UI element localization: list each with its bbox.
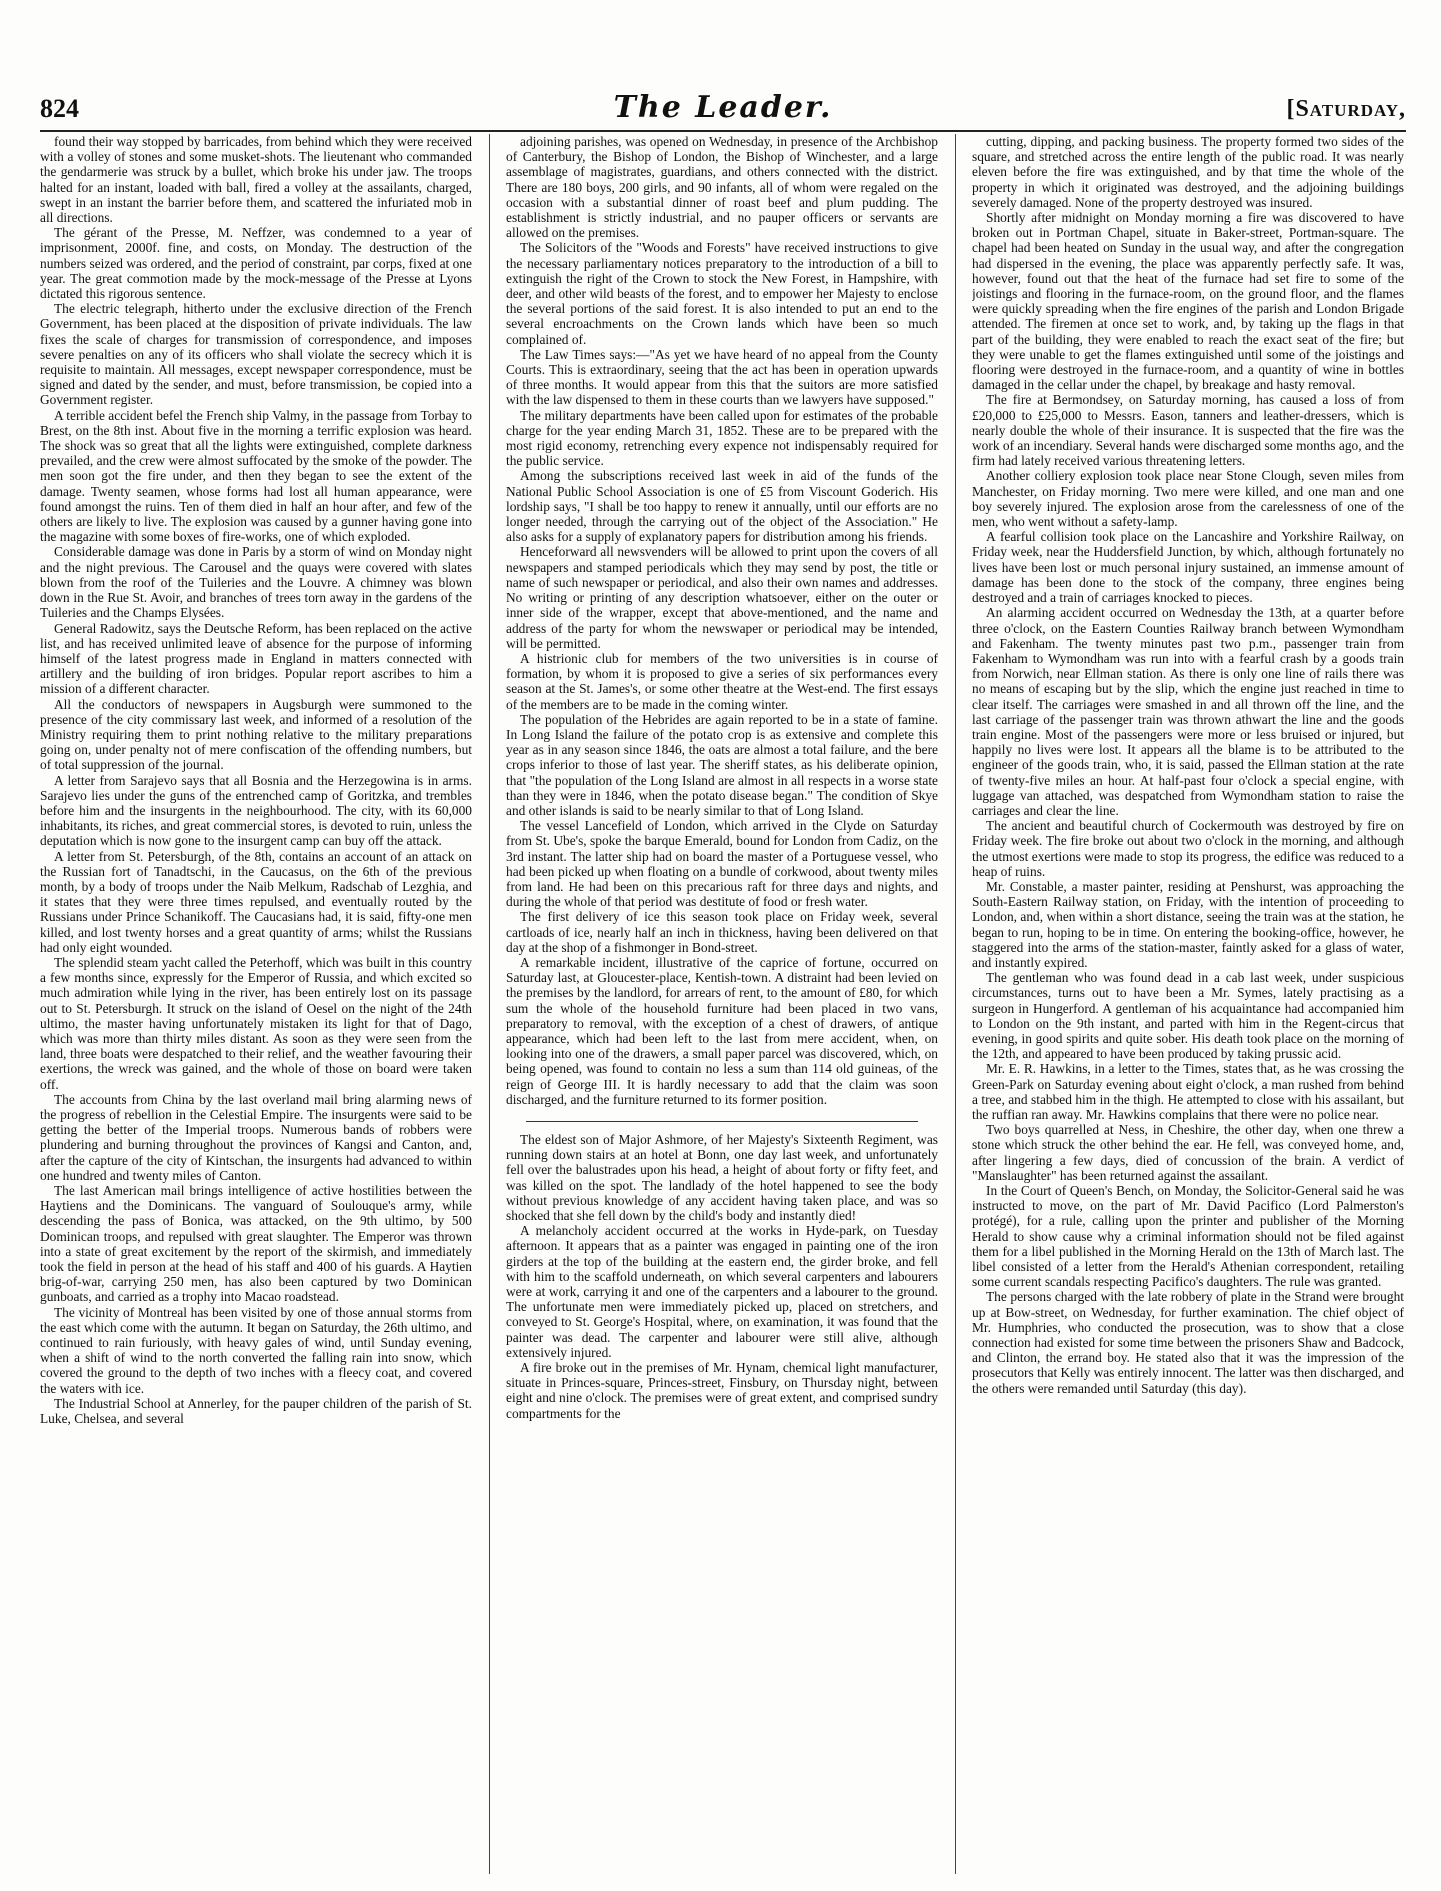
masthead-rule [40, 130, 1406, 132]
article-paragraph: Two boys quarrelled at Ness, in Cheshire, the other day, when one threw a stone which struck the other behind the ear. He fell, was conveyed home, and, after lingering a few days, died of concussion of the brain. A verdict of "Manslaughter" has been returned against the assailant. [972, 1122, 1404, 1183]
column-divider [955, 134, 956, 1874]
article-paragraph: Shortly after midnight on Monday morning a fire was discovered to have broken out in Portman Chapel, situate in Baker-street, Portman-square. The chapel had been heated on Sunday in the usual way, and after the congregation had dispersed in the evening, the place was apparently perfectly safe. It was, however, found out that the heat of the furnace had set fire to some of the joistings and flooring in the furnace-room, on the ground floor, and the flames were quickly spreading when the fire engines of the parish and London Brigade attended. The firemen at once set to work, and, by taking up the flags in that part of the building, they were enabled to reach the exact seat of the fire; but they were unable to get the flames extinguished until some of the joistings and flooring were destroyed in the furnace-room, and a quantity of wine in bottles damaged in the cellar under the chapel, by breakage and hasty removal. [972, 210, 1404, 393]
page-number: 824 [40, 94, 79, 123]
article-paragraph: The last American mail brings intelligence of active hostilities between the Haytiens and the Dominicans. The vanguard of Soulouque's army, while descending the pass of Bonica, was attacked, on the 9th ultimo, by 500 Dominican troops, and repulsed with great slaughter. The Emperor was thrown into a state of great excitement by the report of the skirmish, and immediately took the field in person at the head of his staff and 400 of his guards. A Haytien brig-of-war, carrying 250 men, has also been captured by two Dominican gunboats, and carried as a trophy into Macao roadstead. [40, 1183, 472, 1305]
article-paragraph: Mr. Constable, a master painter, residing at Penshurst, was approaching the South-Eastern Railway station, on Friday, with the intention of proceeding to London, and, when within a short distance, seeing the train was at the station, he began to run, hoping to be in time. On entering the booking-office, however, he staggered into the arms of the station-master, faintly asked for a glass of water, and instantly expired. [972, 878, 1404, 970]
column-3 [972, 134, 1404, 1874]
column-2 [506, 134, 938, 1874]
article-paragraph: A letter from Sarajevo says that all Bosnia and the Herzegowina is in arms. Sarajevo lies under the guns of the entrenched camp of Goritzka, and trembles before him and the insurgents in the neighbourhood. The city, with its 60,000 inhabitants, its riches, and great commercial stores, is devoted to ruin, unless the deputation which is now gone to the insurgent camp can buy off the attack. [40, 772, 472, 849]
article-paragraph: The gentleman who was found dead in a cab last week, under suspicious circumstances, turns out to have been a Mr. Symes, lately practising as a surgeon in Hungerford. A gentleman of his acquaintance had accompanied him to London on the 9th instant, and parted with him in the Regent-circus that evening, in good spirits and quite sober. His death took place on the morning of the 12th, and appeared to have been produced by taking prussic acid. [972, 970, 1404, 1062]
article-paragraph: A melancholy accident occurred at the works in Hyde-park, on Tuesday afternoon. It appears that as a painter was engaged in painting one of the iron girders at the top of the building at the eastern end, the girder broke, and fell with him to the scaffold underneath, on which several carpenters and labourers were at work, carrying it and one of the carpenters and a labourer to the ground. The unfortunate men were immediately picked up, placed on stretchers, and conveyed to St. George's Hospital, where, on examination, it was found that the painter was dead. The carpenter and labourer were still alive, although extensively injured. [506, 1223, 938, 1360]
article-paragraph: A letter from St. Petersburgh, of the 8th, contains an account of an attack on the Russian fort of Tanadtschi, in the Caucasus, on the 6th of the previous month, by a body of troops under the Naib Melkum, Radschab of Lezghia, and it states that they were three times repulsed, and eventually routed by the Russians under Prince Schanikoff. The Caucasians had, it is said, fifty-one men killed, and lost twenty horses and a great quantity of arms; whilst the Russians had only eight wounded. [40, 848, 472, 955]
column-1 [40, 134, 472, 1874]
article-paragraph: The military departments have been called upon for estimates of the probable charge for the year ending March 31, 1852. These are to be prepared with the most rigid economy, retrenching every expence not indispensably required for the public service. [506, 407, 938, 469]
article-paragraph: The Industrial School at Annerley, for the pauper children of the parish of St. Luke, Chelsea, and several [40, 1395, 472, 1427]
article-paragraph: The splendid steam yacht called the Peterhoff, which was built in this country a few months since, expressly for the Emperor of Russia, and which excited so much admiration while lying in the river, has been entirely lost on its passage out to St. Petersburgh. It struck on the island of Oesel on the night of the 24th ultimo, the master having unfortunately mistaken its light for that of Dago, which was more than thirty miles distant. As soon as they were seen from the land, three boats were despatched to their relief, and the weather favouring their exertions, the wreck was gained, and the whole of those on board were taken off. [40, 954, 472, 1092]
article-paragraph: adjoining parishes, was opened on Wednesday, in presence of the Archbishop of Canterbury, the Bishop of London, the Bishop of Winchester, and a large assemblage of magistrates, guardians, and others connected with the district. There are 180 boys, 200 girls, and 90 infants, all of whom were regaled on the occasion with a substantial dinner of roast beef and plum pudding. The establishment is strictly industrial, and no pauper officers or servants are allowed on the premises. [506, 134, 938, 241]
column-divider [489, 134, 490, 1874]
article-paragraph: The accounts from China by the last overland mail bring alarming news of the progress of rebellion in the Celestial Empire. The insurgents were said to be getting the better of the Imperial troops. Numerous bands of robbers were plundering and burning throughout the provinces of Kangsi and Canton, and, after the capture of the city of Kintschan, the insurgents had advanced to within one hundred and twenty miles of Canton. [40, 1091, 472, 1183]
article-paragraph: All the conductors of newspapers in Augsburgh were summoned to the presence of the city commissary last week, and informed of a resolution of the Ministry requiring them to print nothing relative to the military preparations going on, under penalty not of mere confiscation of the offending numbers, but of total suppression of the journal. [40, 696, 472, 773]
issue-day: [Saturday, [1286, 96, 1406, 122]
section-divider [526, 1121, 918, 1122]
article-paragraph: The fire at Bermondsey, on Saturday morning, has caused a loss of from £20,000 to £25,000 to Messrs. Eason, tanners and leather-dressers, which is nearly double the whole of their insurance. It is suspected that the fire was the work of an incendiary. Several hands were discharged some months ago, and the firm had lately received various threatening letters. [972, 392, 1404, 469]
article-paragraph: General Radowitz, says the Deutsche Reform, has been replaced on the active list, and has received unlimited leave of absence for the purpose of informing himself of the latest progress made in England in matters connected with artillery and the building of iron bridges. Popular report ascribes to him a mission of a different character. [40, 620, 472, 697]
article-paragraph: The electric telegraph, hitherto under the exclusive direction of the French Government, has been placed at the disposition of private individuals. The law fixes the scale of charges for transmission of correspondence, and imposes severe penalties on any of its officers who shall violate the secrecy which it is requisite to maintain. All messages, except newspaper correspondence, must be signed and dated by the sender, and must, before transmission, be copied into a Government register. [40, 301, 472, 408]
article-paragraph: The first delivery of ice this season took place on Friday week, several cartloads of ice, nearly half an inch in thickness, having been delivered on that day at the shop of a fishmonger in Bond-street. [506, 909, 938, 955]
article-paragraph: The vessel Lancefield of London, which arrived in the Clyde on Saturday from St. Ube's, spoke the barque Emerald, bound for London from Cadiz, on the 3rd instant. The latter ship had on board the master of a Portuguese vessel, who had been picked up when floating on a bundle of corkwood, about twenty miles from land. He had been on this precarious raft for three days and nights, and during the whole of that period was destitute of food or fresh water. [506, 818, 938, 910]
article-paragraph: Another colliery explosion took place near Stone Clough, seven miles from Manchester, on Friday morning. Two mere were killed, and one man and one boy severely injured. The explosion arose from the carelessness of one of the men, who went without a safety-lamp. [972, 468, 1404, 530]
article-paragraph: A histrionic club for members of the two universities is in course of formation, by whom it is proposed to give a series of six performances every season at the St. James's, or some other theatre at the West-end. The first essays of the members are to be made in the coming winter. [506, 650, 938, 712]
article-paragraph: Among the subscriptions received last week in aid of the funds of the National Public School Association is one of £5 from Viscount Goderich. His lordship says, "I shall be too happy to renew it annually, until our efforts are no longer needed, through the carrying out of the object of the Association." He also asks for a supply of explanatory papers for distribution among his friends. [506, 468, 938, 545]
article-paragraph: The population of the Hebrides are again reported to be in a state of famine. In Long Island the failure of the potato crop is as extensive and complete this year as in any season since 1846, the oats are almost a total failure, and the bere crops inferior to those of last year. The sheriff states, as his deliberate opinion, that "the population of the Long Island are almost in all respects in a worse state than they were in 1846, when the potato disease began." The condition of Skye and other islands is said to be nearly similar to that of Long Island. [506, 711, 938, 818]
article-paragraph: A fearful collision took place on the Lancashire and Yorkshire Railway, on Friday week, near the Huddersfield Junction, by which, although fortunately no lives have been lost or much personal injury sustained, an immense amount of damage has been done to the stock of the company, three engines being destroyed and a train of carriages knocked to pieces. [972, 529, 1404, 606]
article-paragraph: Mr. E. R. Hawkins, in a letter to the Times, states that, as he was crossing the Green-Park on Saturday evening about eight o'clock, a man rushed from behind a tree, and stabbed him in the thigh. He attempted to close with his assailant, but the ruffian ran away. Mr. Hawkins complains that there were no police near. [972, 1061, 1404, 1122]
article-paragraph: The persons charged with the late robbery of plate in the Strand were brought up at Bow-street, on Wednesday, for further examination. The chief object of Mr. Humphries, who conducted the prosecution, was to show that a close connection had existed for some time between the prisoners Shaw and Badcock, and Clinton, the errand boy. He stated also that it was the impression of the prosecutors that Kelly was entirely innocent. The latter was then discharged, and the others were remanded until Saturday (this day). [972, 1289, 1404, 1396]
article-paragraph: found their way stopped by barricades, from behind which they were received with a volley of stones and some musket-shots. The lieutenant who commanded the gendarmerie was struck by a bullet, which broke his under jaw. The troops halted for an instant, loaded with ball, fired a volley at the assailants, charged, swept in an instant the barrier before them, and scattered the infuriated mob in all directions. [40, 134, 472, 226]
article-paragraph: Henceforward all newsvenders will be allowed to print upon the covers of all newspapers and stamped periodicals which they may send by post, the title or name of such newspaper or periodical, and also their own names and addresses. No writing or printing of any description whatsoever, either on the outer or inner side of the wrapper, except that above-mentioned, and the name and address of the party for whom the newswaper or periodical may be intended, will be permitted. [506, 544, 938, 651]
article-paragraph: A terrible accident befel the French ship Valmy, in the passage from Torbay to Brest, on the 8th inst. About five in the morning a terrific explosion was heard. The shock was so great that all the lights were extinguished, complete darkness prevailed, and the crew were almost suffocated by the smoke of the powder. The men soon got the fire under, and then they began to see the extent of the damage. Twenty seamen, whose forms had lost all human appearance, were found amongst the ruins. Ten of them died in half an hour after, and few of the others are likely to live. The explosion was caused by a gunner having gone into the magazine with some boxes of fire-works, one of which exploded. [40, 407, 472, 545]
article-paragraph: cutting, dipping, and packing business. The property formed two sides of the square, and stretched across the entire length of the public road. It was nearly eleven before the fire was extinguished, and by that time the whole of the property in which it originated was destroyed, and the adjoining buildings severely damaged. None of the property destroyed was insured. [972, 134, 1404, 210]
article-paragraph: The gérant of the Presse, M. Neffzer, was condemned to a year of imprisonment, 2000f. fine, and costs, on Monday. The destruction of the numbers seized was ordered, and the period of constraint, par corps, fixed at one year. The great commotion made by the mock-message of the Presse at Lyons dictated this rigorous sentence. [40, 225, 472, 302]
article-paragraph: The ancient and beautiful church of Cockermouth was destroyed by fire on Friday week. The fire broke out about two o'clock in the morning, and although the utmost exertions were made to stop its progress, the edifice was reduced to a heap of ruins. [972, 818, 1404, 879]
newspaper-title: The Leader. [613, 90, 833, 125]
article-paragraph: In the Court of Queen's Bench, on Monday, the Solicitor-General said he was instructed to move, on the part of Mr. David Pacifico (Lord Palmerston's protégé), for a rule, calling upon the printer and publisher of the Morning Herald to show cause why a criminal information should not be filed against them for a libel published in the Morning Herald on the 13th of March last. The libel consisted of a letter from the Herald's Athenian correspondent, retailing some current scandals respecting Pacifico's daughters. The rule was granted. [972, 1183, 1404, 1290]
article-paragraph: A remarkable incident, illustrative of the caprice of fortune, occurred on Saturday last, at Gloucester-place, Kentish-town. A distraint had been levied on the premises by the landlord, for arrears of rent, to the amount of £80, for which sum the whole of the household furniture had been placed in two vans, preparatory to removal, with the exception of a chest of drawers, of antique appearance, which had been left to the last from mere accident, when, on looking into one of the drawers, a small paper parcel was discovered, which, on being opened, was found to contain no less a sum than 114 old guineas, of the reign of George III. It is hardly necessary to add that the claim was soon discharged, and the furniture returned to its former position. [506, 954, 938, 1107]
article-paragraph: The Solicitors of the "Woods and Forests" have received instructions to give the necessary parliamentary notices preparatory to the introduction of a bill to extinguish the right of the Crown to stock the New Forest, in Hampshire, with deer, and other wild beasts of the forest, and to empower her Majesty to enclose the several portions of the said forest. It is also intended to put an end to the several encroachments on the Crown lands which have been so much complained of. [506, 240, 938, 347]
article-paragraph: A fire broke out in the premises of Mr. Hynam, chemical light manufacturer, situate in Princes-square, Princes-street, Finsbury, on Thursday night, between eight and nine o'clock. The premises were of great extent, and comprised sundry compartments for the [506, 1360, 938, 1421]
article-paragraph: The eldest son of Major Ashmore, of her Majesty's Sixteenth Regiment, was running down stairs at an hotel at Bonn, one day last week, and unfortunately fell over the balustrades upon his head, a height of about forty or fifty feet, and was killed on the spot. The landlady of the hotel happened to see the body without previous knowledge of any accident having taken place, and was so shocked that she fell down by the child's body and instantly died! [506, 1132, 938, 1224]
article-paragraph: Considerable damage was done in Paris by a storm of wind on Monday night and the night previous. The Carousel and the quays were covered with slates blown from the roof of the Tuileries and the Louvre. A chimney was blown down in the Rue St. Avoir, and branches of trees torn away in the gardens of the Tuileries and the Champs Elysées. [40, 544, 472, 621]
article-paragraph: The vicinity of Montreal has been visited by one of those annual storms from the east which come with the autumn. It began on Saturday, the 26th ultimo, and continued to rain furiously, with heavy gales of wind, until Sunday evening, when a shift of wind to the north converted the falling rain into snow, which covered the ground to the depth of two inches with a fleecy coat, and covered the waters with ice. [40, 1304, 472, 1396]
article-paragraph: The Law Times says:—"As yet we have heard of no appeal from the County Courts. This is extraordinary, seeing that the act has been in operation upwards of three months. It would appear from this that the suitors are more satisfied with the law dispensed to them in these courts than we lawyers have supposed." [506, 346, 938, 408]
article-paragraph: An alarming accident occurred on Wednesday the 13th, at a quarter before three o'clock, on the Eastern Counties Railway branch between Wymondham and Fakenham. The twenty minutes past two p.m., passenger train from Fakenham to Wymondham was run into with a fearful crash by a goods train from Norwich, near Ellman station. As there is only one line of rails there was no means of escaping but by the slip, which the engine just reached in time to clear itself. The carriages were smashed in and all thrown off the line, and the last carriage of the passenger train was thrown athwart the line and the goods train engine. Most of the passengers were more or less bruised or injured, but happily no lives were lost. It appears all the blame is to be attributed to the engineer of the goods train, who, it is said, passed the Ellman station at the rate of twenty-five miles an hour. At half-past four o'clock a special engine, with luggage van attached, was despatched from Wymondham station to raise the carriages and clear the line. [972, 605, 1404, 818]
